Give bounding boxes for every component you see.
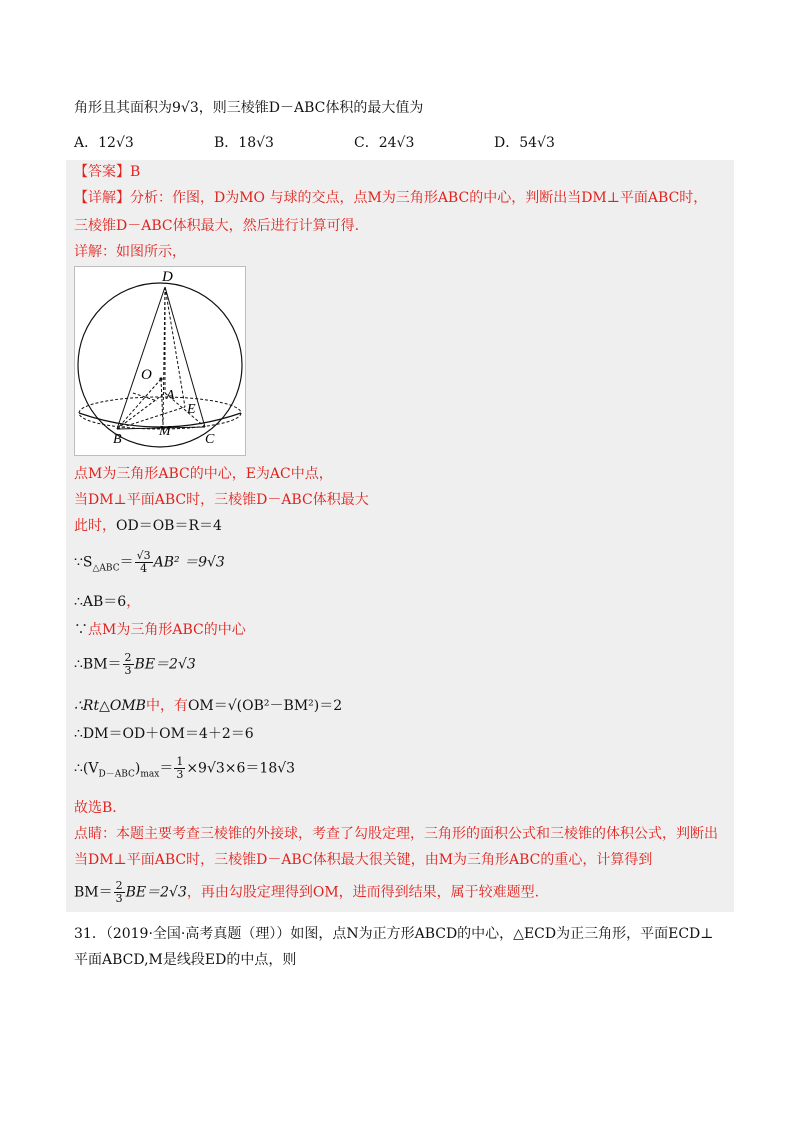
solution-step-9: ∴DM＝OD＋OM＝4＋2＝6 bbox=[74, 726, 254, 742]
solution-step-7 bbox=[74, 652, 196, 677]
numerator: √3 bbox=[136, 549, 151, 562]
option-value: 12√3 bbox=[98, 135, 134, 151]
option-value: 18√3 bbox=[238, 135, 274, 151]
subscript: max bbox=[140, 769, 160, 780]
detail-line-1 bbox=[74, 188, 707, 208]
fraction bbox=[174, 756, 185, 781]
subscript: △ABC bbox=[92, 563, 120, 574]
solution-step-10 bbox=[74, 756, 295, 784]
step-math: ∴AB＝6 bbox=[74, 594, 127, 610]
numerator: 2 bbox=[124, 651, 132, 664]
equals: ＝ bbox=[159, 760, 174, 777]
because-symbol: ∵ bbox=[74, 622, 88, 638]
step-text: ， bbox=[126, 594, 141, 610]
option-a bbox=[74, 132, 134, 152]
step-math: AB² ＝9√3 bbox=[153, 554, 225, 571]
label-e: E bbox=[187, 402, 196, 417]
comment-tag: 点睛： bbox=[74, 826, 116, 842]
step-text: 点M为三角形ABC的中心 bbox=[88, 622, 246, 638]
answer-line bbox=[74, 162, 140, 182]
option-label: A． bbox=[74, 135, 99, 151]
option-c bbox=[354, 132, 414, 152]
solution-step-4 bbox=[74, 550, 225, 578]
fraction bbox=[135, 550, 153, 575]
comment-line-1 bbox=[74, 824, 718, 844]
label-d: D bbox=[162, 269, 173, 285]
option-b bbox=[214, 132, 274, 152]
comment-text: ，再由勾股定理得到OM，进而得到结果，属于较难题型. bbox=[186, 884, 540, 901]
option-label: C． bbox=[354, 135, 379, 151]
option-value: 54√3 bbox=[519, 135, 555, 151]
comment-line-2: 当DM⊥平面ABC时，三棱锥D－ABC体积最大很关键，由M为三角形ABC的重心，计算得到 bbox=[74, 852, 653, 868]
solution-step-8 bbox=[74, 696, 342, 716]
solution-step-5 bbox=[74, 592, 140, 612]
answer-value: B bbox=[130, 164, 141, 180]
detail-text: 分析：作图，D为MO 与球的交点，点M为三角形ABC的中心，判断出当DM⊥平面ABC时， bbox=[130, 190, 708, 206]
denominator: 3 bbox=[176, 768, 184, 781]
question-stem: 角形且其面积为9√3，则三棱锥D－ABC体积的最大值为 bbox=[74, 100, 424, 116]
step-text: 中，有 bbox=[145, 698, 188, 714]
fraction bbox=[114, 880, 125, 905]
fraction bbox=[123, 652, 134, 677]
step-math: ∴Rt△OMB bbox=[74, 698, 146, 714]
solution-step-2: 当DM⊥平面ABC时，三棱锥D－ABC体积最大 bbox=[74, 492, 369, 508]
step-math: ∴(V bbox=[74, 760, 99, 777]
denominator: 3 bbox=[124, 664, 132, 677]
option-label: B． bbox=[214, 135, 239, 151]
label-o: O bbox=[141, 367, 152, 383]
next-question-line-2: 平面ABCD,M是线段ED的中点，则 bbox=[74, 952, 297, 968]
label-b: B bbox=[113, 432, 122, 447]
solution-step-3 bbox=[74, 516, 222, 536]
answer-tag: 【答案】 bbox=[74, 164, 130, 180]
solution-step-1: 点M为三角形ABC的中心，E为AC中点， bbox=[74, 466, 333, 482]
detail-tag: 【详解】 bbox=[74, 190, 130, 206]
next-question-line-1: 31．（2019·全国·高考真题（理））如图，点N为正方形ABCD的中心，△ECD为正三角形，平面ECD⊥ bbox=[74, 926, 714, 942]
label-a: A bbox=[166, 388, 175, 403]
subscript: D－ABC bbox=[98, 769, 135, 780]
step-math: BM＝ bbox=[74, 884, 113, 901]
label-m: M bbox=[159, 424, 171, 439]
detail-line-3: 详解：如图所示， bbox=[74, 244, 186, 260]
option-label: D． bbox=[494, 135, 520, 151]
step-math: ∴BM＝ bbox=[74, 656, 122, 673]
paren: ) bbox=[134, 760, 141, 777]
step-math: OD＝OB＝R＝4 bbox=[116, 518, 222, 534]
option-d bbox=[494, 132, 555, 152]
step-math: BE＝2√3 bbox=[134, 656, 196, 673]
comment-line-3 bbox=[74, 880, 539, 905]
option-value: 24√3 bbox=[378, 135, 415, 151]
step-math: BE＝2√3 bbox=[125, 884, 187, 901]
step-math: ∵S bbox=[74, 554, 93, 571]
conclusion: 故选B. bbox=[74, 800, 117, 816]
sphere-figure bbox=[74, 266, 246, 456]
step-math: OM＝√(OB²－BM²)＝2 bbox=[187, 698, 343, 714]
detail-line-2: 三棱锥D－ABC体积最大，然后进行计算可得. bbox=[74, 218, 360, 234]
equals: ＝ bbox=[119, 554, 134, 571]
denominator: 4 bbox=[140, 562, 148, 575]
comment-text: 本题主要考查三棱锥的外接球，考查了勾股定理，三角形的面积公式和三棱锥的体积公式，判断出 bbox=[116, 826, 718, 842]
numerator: 2 bbox=[115, 879, 123, 892]
step-math: ×9√3×6＝18√3 bbox=[186, 760, 296, 777]
solution-step-6 bbox=[74, 620, 246, 640]
label-c: C bbox=[205, 432, 215, 447]
denominator: 3 bbox=[115, 892, 123, 905]
numerator: 1 bbox=[176, 755, 184, 768]
step-text: 此时， bbox=[74, 518, 116, 534]
